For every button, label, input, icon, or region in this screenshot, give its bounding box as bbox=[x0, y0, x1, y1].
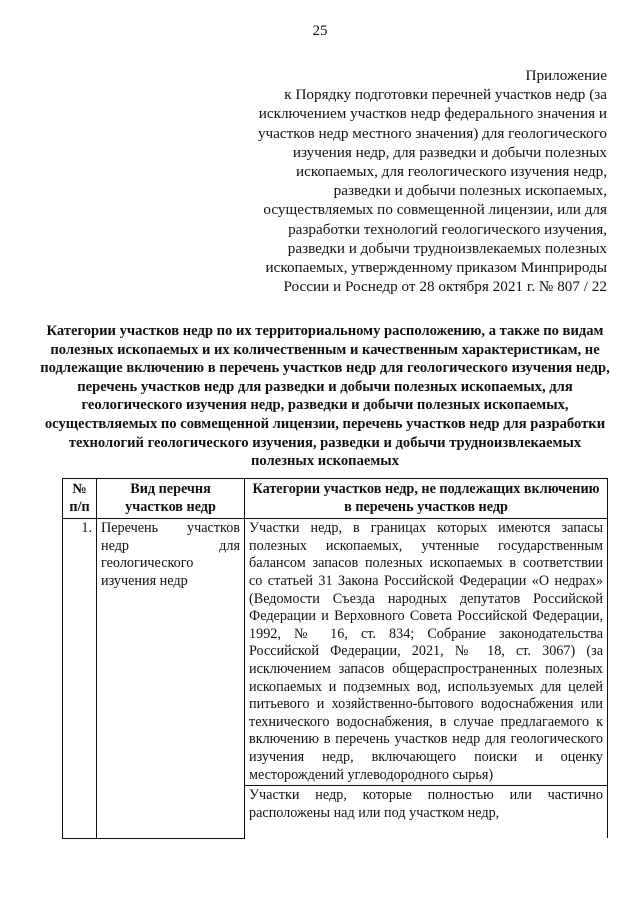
row-number: 1. bbox=[63, 519, 97, 838]
categories-table bbox=[62, 478, 608, 839]
row-category-continued-text: Участки недр, которые полностью или частично расположены над или под участком недр, bbox=[249, 787, 603, 821]
row-list-type: Перечень участков недр для геологического изучения недр bbox=[97, 519, 245, 838]
header-number: № п/п bbox=[63, 479, 97, 519]
page-number: 25 bbox=[312, 23, 328, 39]
row-category: Участки недр, в границах которых имеются запасы полезных ископаемых, учтенные государственным балансом запасов полезных ископаемых в соответствии со статьей 31 Закона Российской Федерации «О недрах» (Ведомости Съезда народных депутатов Российской Федерации и Верховного Совета Российской Федерации, 1992, № 16, ст. 834; Собрание законодательства Российской Федерации, 2021, № 18, ст. 3067) (за исключением запасов общераспространенных полезных ископаемых и подземных вод, используемых для целей питьевого и хозяйственно-бытового водоснабжения или технического водоснабжения, в случае предлагаемого к включению в перечень участков недр для геологического изучения недр, включающего поиски и оценку месторождений углеводородного сырья) bbox=[245, 519, 608, 786]
table-row bbox=[63, 519, 608, 786]
appendix-block bbox=[247, 66, 607, 296]
header-categories: Категории участков недр, не подлежащих включению в перечень участков недр bbox=[245, 479, 608, 519]
table-header-row bbox=[63, 479, 608, 519]
row-category-continued bbox=[245, 786, 608, 839]
appendix-title: Приложение bbox=[525, 67, 607, 84]
document-heading: Категории участков недр по их территориальному расположению, а также по видам полезных ископаемых и их количественным и качественным характеристикам, не подлежащие включению в перечень участков недр для геологического изучения недр, перечень участков недр для разведки и добычи полезных ископаемых, для геологического изучения недр, разведки и добычи полезных ископаемых, осуществляемых по совмещенной лицензии, перечень участков недр для разработки технологий геологического изучения, разведки и добычи трудноизвлекаемых полезных ископаемых bbox=[40, 323, 610, 470]
header-list-type: Вид перечня участков недр bbox=[97, 479, 245, 519]
appendix-text: к Порядку подготовки перечней участков недр (за исключением участков недр федерального значения и участков недр местного значения) для геологического изучения недр, для разведки и добычи полезных ископаемых, для геологического изучения недр, разведки и добычи полезных ископаемых, осуществляемых по совмещенной лицензии, или для разработки технологий геологического изучения, разведки и добычи трудноизвлекаемых полезных ископаемых, утвержденному приказом Минприроды России и Роснедр от 28 октября 2021 г. № 807 / 22 bbox=[257, 86, 607, 296]
